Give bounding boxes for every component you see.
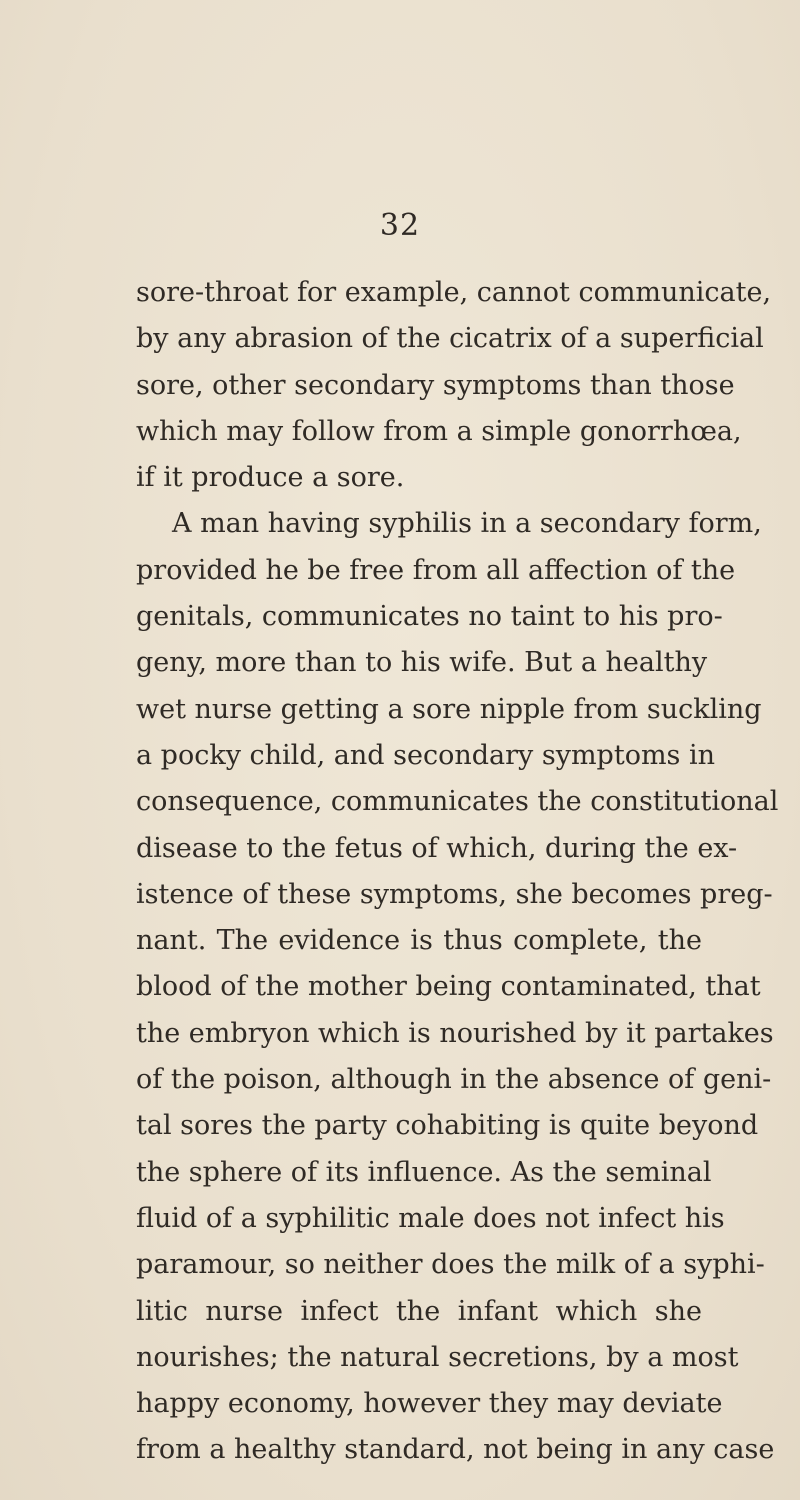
text-line: istence of these symptoms, she becomes preg-	[136, 878, 773, 910]
text-line: from a healthy standard, not being in any case	[136, 1434, 775, 1466]
text-line: nant. The evidence is thus complete, the	[136, 925, 702, 957]
text-line: geny, more than to his wife. But a healthy	[136, 647, 708, 679]
text-line: which may follow from a simple gonorrhœa,	[136, 415, 742, 447]
text-line: litic nurse infect the infant which she	[136, 1295, 702, 1327]
text-line: A man having syphilis in a secondary form,	[172, 508, 762, 540]
text-line: nourishes; the natural secretions, by a most	[136, 1341, 739, 1373]
text-line: wet nurse getting a sore nipple from suckling	[136, 693, 762, 725]
text-line: the embryon which is nourished by it partakes	[136, 1017, 774, 1049]
text-line: tal sores the party cohabiting is quite beyond	[136, 1110, 759, 1142]
text-line: by any abrasion of the cicatrix of a superficial	[136, 323, 764, 355]
text-line: the sphere of its influence. As the seminal	[136, 1156, 712, 1188]
text-line: sore-throat for example, cannot communicate,	[136, 277, 772, 308]
page-number: 32	[379, 208, 421, 243]
text-line: fluid of a syphilitic male does not infect his	[136, 1202, 725, 1234]
text-line: if it produce a sore.	[136, 462, 405, 494]
text-line: disease to the fetus of which, during the ex-	[136, 832, 738, 864]
text-line: genitals, communicates no taint to his pro-	[136, 601, 723, 633]
text-line: blood of the mother being contaminated, that	[136, 971, 761, 1003]
text-line: of the poison, although in the absence of geni-	[136, 1064, 772, 1096]
text-line: happy economy, however they may deviate	[136, 1388, 723, 1420]
text-line: provided he be free from all affection of the	[136, 554, 736, 586]
text-line: consequence, communicates the constitutional	[136, 786, 779, 818]
text-line: sore, other secondary symptoms than those	[136, 369, 735, 401]
body-text	[136, 270, 779, 1474]
text-line: a pocky child, and secondary symptoms in	[136, 739, 716, 771]
text-line: paramour, so neither does the milk of a syphi-	[136, 1249, 765, 1281]
